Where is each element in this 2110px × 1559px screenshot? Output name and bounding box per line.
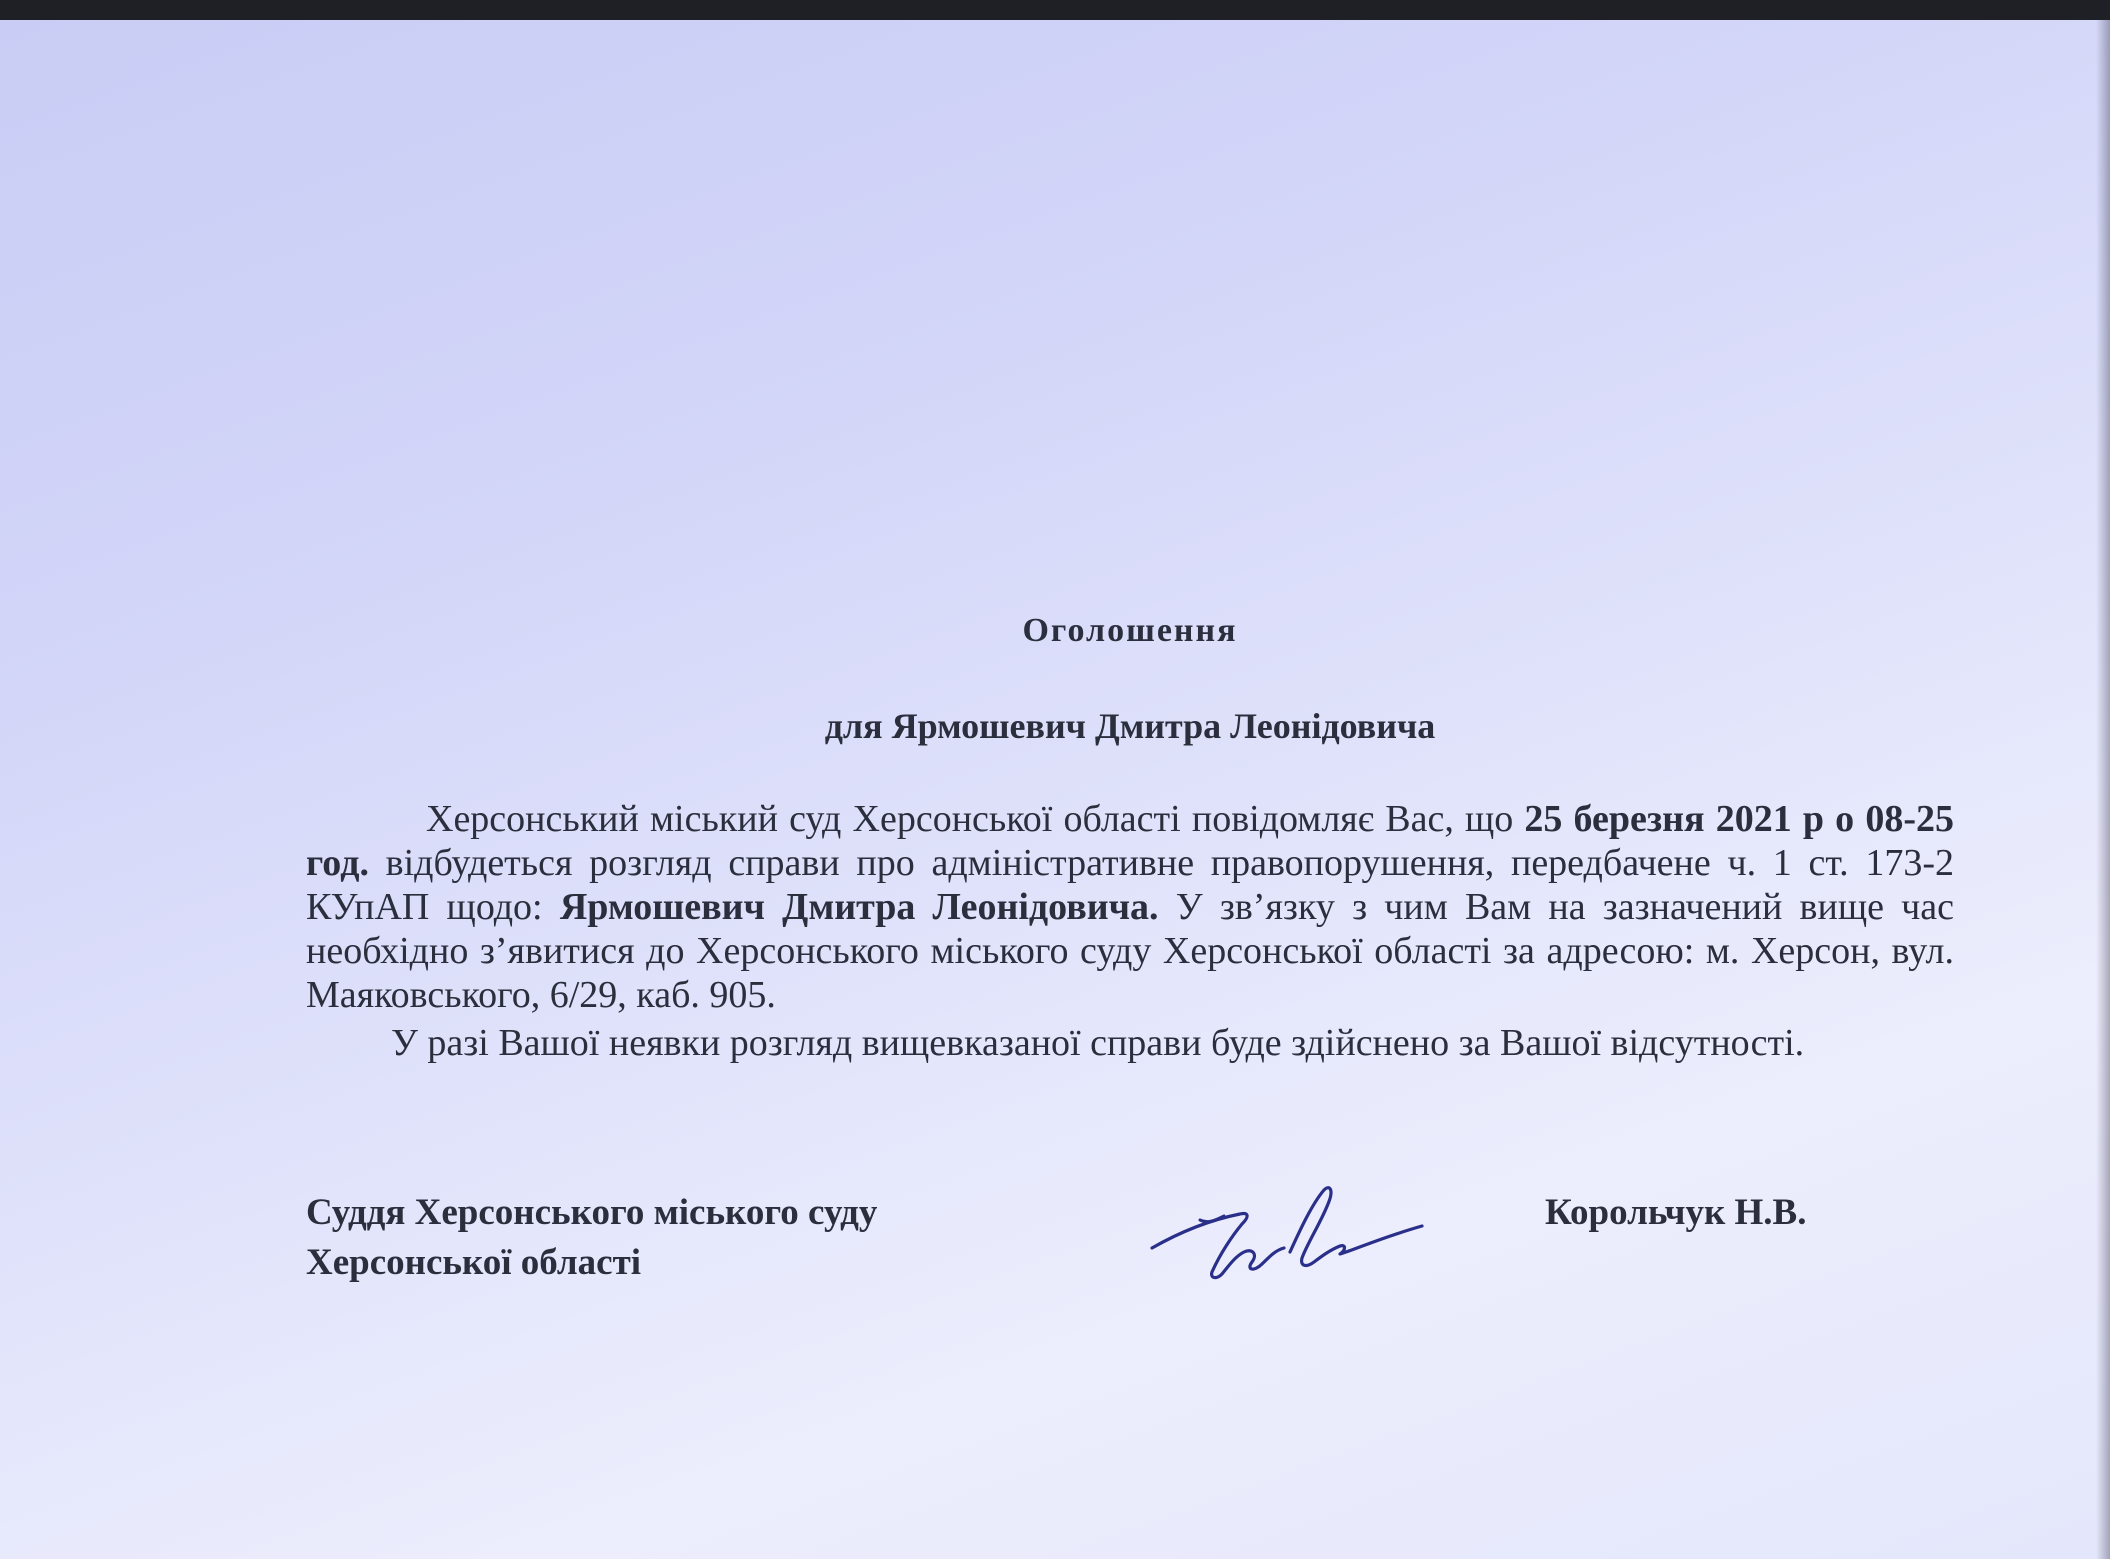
person-name: Ярмошевич Дмитра Леонідовича. [559, 886, 1159, 928]
paper-sheet [0, 20, 2110, 1559]
paragraph1-part3: У зв’язку з чим Вам на зазначений вище час необхідно з’явитися до Херсонського міського суду Херсонської області за адресою: м. Херсон, вул. Маяковського, 6/29, каб. 905. [306, 886, 1954, 1016]
paper-edge-shadow [2096, 20, 2110, 1559]
signatory-position [306, 1188, 877, 1288]
announcement-body [306, 797, 1954, 1065]
signatory-name: Корольчук Н.В. [1545, 1192, 1807, 1233]
announcement-title: Оголошення [1022, 612, 1238, 649]
hearing-date-time: 25 березня 2021 р о 08-25 год. [306, 798, 1954, 884]
paragraph-hearing-notice [306, 797, 1954, 1017]
addressee-line: для Ярмошевич Дмитра Леонідовича [824, 706, 1436, 746]
paragraph1-part2: відбудеться розгляд справи про адміністративне правопорушення, передбачене ч. 1 ст. 173-2 КУпАП щодо: [306, 842, 1954, 928]
paragraph-absence-notice: У разі Вашої неявки розгляд вищевказаної справи буде здійснено за Вашої відсутності. [391, 1022, 1805, 1064]
paragraph1-part1: Херсонський міський суд Херсонської області повідомляє Вас, що [426, 798, 1525, 840]
signatory-position-line2: Херсонської області [306, 1242, 642, 1283]
handwritten-signature [1140, 1180, 1430, 1290]
signatory-position-line1: Суддя Херсонського міського суду [306, 1192, 878, 1233]
